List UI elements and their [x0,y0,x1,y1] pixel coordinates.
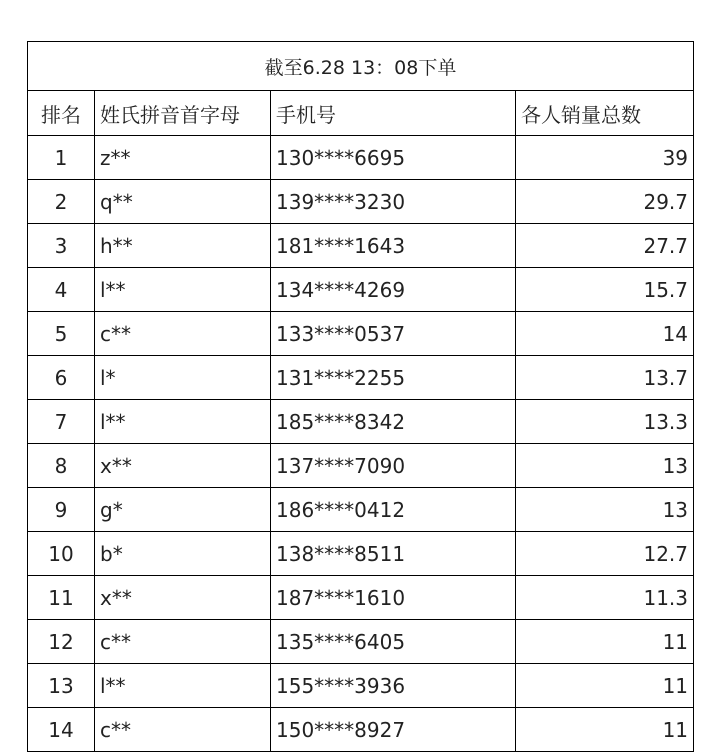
cell-name-initials: l** [95,400,271,444]
cell-rank: 5 [28,312,95,356]
table-header-row [28,91,694,136]
cell-name-initials: h** [95,224,271,268]
cell-rank: 1 [28,136,95,180]
cell-phone: 134****4269 [271,268,516,312]
table-row [28,664,694,708]
cell-rank: 12 [28,620,95,664]
table-row [28,356,694,400]
cell-phone: 135****6405 [271,620,516,664]
cell-phone: 150****8927 [271,708,516,752]
cell-phone: 133****0537 [271,312,516,356]
cell-phone: 155****3936 [271,664,516,708]
table-row [28,136,694,180]
header-sales-total: 各人销量总数 [516,91,694,136]
cell-sales-total: 27.7 [516,224,694,268]
cell-sales-total: 11 [516,664,694,708]
table-title: 截至6.28 13：08下单 [28,42,694,91]
cell-rank: 8 [28,444,95,488]
header-name-initials: 姓氏拼音首字母 [95,91,271,136]
cell-sales-total: 13 [516,488,694,532]
cell-name-initials: c** [95,620,271,664]
sales-ranking-table [27,41,694,752]
table-row [28,400,694,444]
cell-phone: 130****6695 [271,136,516,180]
cell-sales-total: 11.3 [516,576,694,620]
cell-rank: 14 [28,708,95,752]
cell-name-initials: q** [95,180,271,224]
table-row [28,180,694,224]
cell-rank: 11 [28,576,95,620]
cell-sales-total: 11 [516,708,694,752]
cell-name-initials: x** [95,576,271,620]
cell-name-initials: x** [95,444,271,488]
cell-name-initials: b* [95,532,271,576]
table-row [28,576,694,620]
cell-name-initials: l** [95,664,271,708]
cell-sales-total: 15.7 [516,268,694,312]
table-row [28,312,694,356]
cell-name-initials: l** [95,268,271,312]
table-title-row [28,42,694,91]
table-row [28,532,694,576]
cell-sales-total: 13.7 [516,356,694,400]
table-row [28,620,694,664]
cell-rank: 13 [28,664,95,708]
cell-phone: 187****1610 [271,576,516,620]
cell-sales-total: 11 [516,620,694,664]
cell-phone: 131****2255 [271,356,516,400]
cell-phone: 137****7090 [271,444,516,488]
cell-name-initials: c** [95,312,271,356]
cell-name-initials: c** [95,708,271,752]
cell-phone: 186****0412 [271,488,516,532]
cell-sales-total: 14 [516,312,694,356]
cell-rank: 2 [28,180,95,224]
table-row [28,708,694,752]
cell-rank: 3 [28,224,95,268]
cell-sales-total: 29.7 [516,180,694,224]
cell-rank: 10 [28,532,95,576]
cell-rank: 6 [28,356,95,400]
table-row [28,444,694,488]
table-row [28,268,694,312]
cell-sales-total: 13 [516,444,694,488]
cell-name-initials: z** [95,136,271,180]
cell-rank: 4 [28,268,95,312]
table-row [28,488,694,532]
header-rank: 排名 [28,91,95,136]
cell-sales-total: 13.3 [516,400,694,444]
cell-name-initials: g* [95,488,271,532]
cell-sales-total: 39 [516,136,694,180]
header-phone: 手机号 [271,91,516,136]
cell-phone: 185****8342 [271,400,516,444]
cell-phone: 139****3230 [271,180,516,224]
cell-phone: 138****8511 [271,532,516,576]
cell-rank: 9 [28,488,95,532]
table-row [28,224,694,268]
cell-rank: 7 [28,400,95,444]
cell-name-initials: l* [95,356,271,400]
cell-sales-total: 12.7 [516,532,694,576]
cell-phone: 181****1643 [271,224,516,268]
